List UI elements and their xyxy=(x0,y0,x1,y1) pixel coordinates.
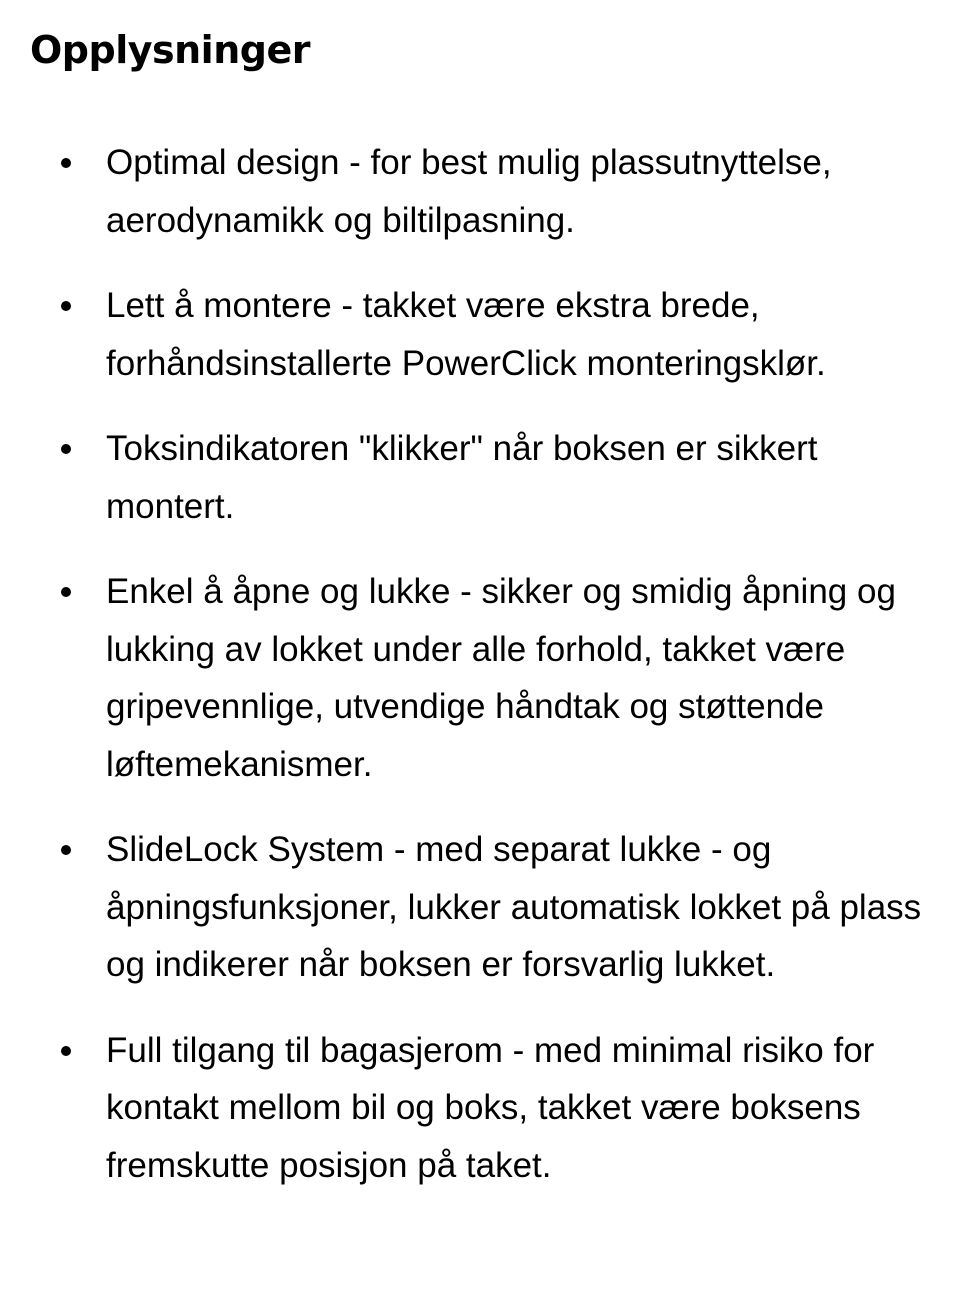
feature-text: Toksindikatoren "klikker" når boksen er sikkert montert. xyxy=(106,429,818,526)
feature-item xyxy=(30,134,946,249)
bullet-icon xyxy=(61,845,71,855)
bullet-icon xyxy=(61,158,71,168)
feature-item xyxy=(30,821,946,994)
feature-item xyxy=(30,563,946,793)
bullet-icon xyxy=(61,301,71,311)
bullet-icon xyxy=(61,1046,71,1056)
feature-text: Optimal design - for best mulig plassutnyttelse, aerodynamikk og biltilpasning. xyxy=(106,143,832,240)
feature-text: Lett å montere - takket være ekstra brede, forhåndsinstallerte PowerClick monteringsklør. xyxy=(106,286,826,383)
bullet-icon xyxy=(61,587,71,597)
feature-item xyxy=(30,420,946,535)
feature-text: SlideLock System - med separat lukke - og åpningsfunksjoner, lukker automatisk lokket på plass og indikerer når boksen er forsvarlig lukket. xyxy=(106,830,922,984)
feature-item xyxy=(30,277,946,392)
section-heading: Opplysninger xyxy=(30,28,310,72)
bullet-icon xyxy=(61,444,71,454)
feature-item xyxy=(30,1022,946,1195)
feature-text: Full tilgang til bagasjerom - med minimal risiko for kontakt mellom bil og boks, takket være boksens fremskutte posisjon på taket. xyxy=(106,1030,875,1185)
feature-list xyxy=(30,134,960,1194)
feature-text: Enkel å åpne og lukke - sikker og smidig åpning og lukking av lokket under alle forhold, takket være gripevennlige, utvendige håndtak og støttende løftemekanismer. xyxy=(106,572,896,784)
